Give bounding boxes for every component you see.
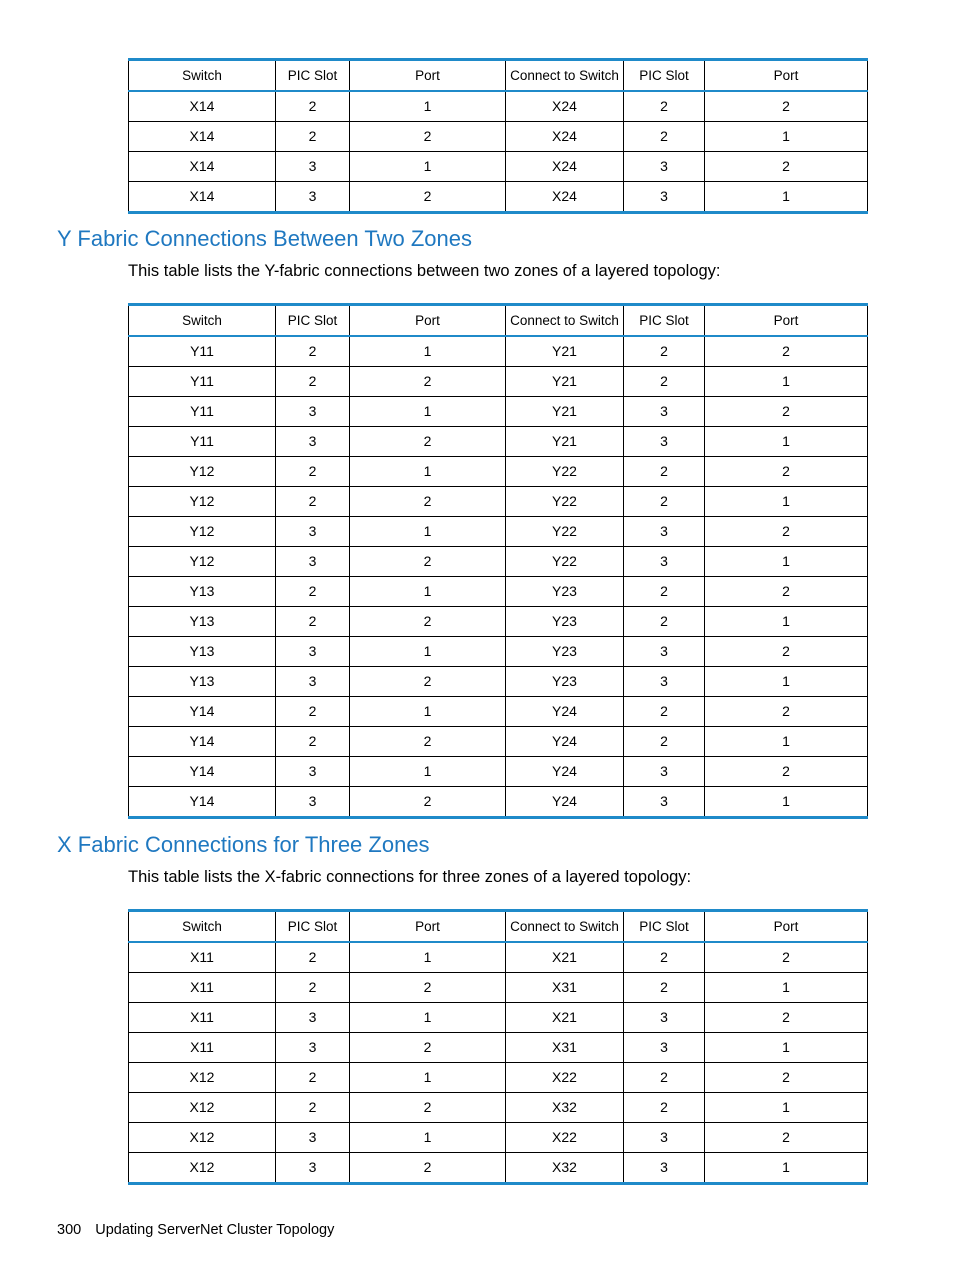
table-x-fabric-three-zones: [128, 909, 868, 1185]
table-cell: Y13: [129, 577, 276, 607]
table-cell: 1: [705, 1093, 868, 1123]
column-header: PIC Slot: [276, 305, 350, 337]
table-cell: X31: [506, 973, 624, 1003]
table-header-row: [129, 911, 868, 943]
table-cell: 2: [350, 122, 506, 152]
table-cell: 1: [350, 757, 506, 787]
table-cell: Y21: [506, 397, 624, 427]
section-intro-y-fabric: This table lists the Y-fabric connections between two zones of a layered topology:: [128, 262, 721, 280]
table-cell: 2: [705, 757, 868, 787]
table-cell: X11: [129, 1033, 276, 1063]
table-cell: 3: [624, 1123, 705, 1153]
page-number: 300: [57, 1222, 82, 1238]
table-cell: Y22: [506, 487, 624, 517]
table-cell: 1: [705, 547, 868, 577]
table-cell: 2: [350, 727, 506, 757]
table-cell: X14: [129, 91, 276, 122]
table-cell: 1: [350, 637, 506, 667]
chapter-title: Updating ServerNet Cluster Topology: [95, 1222, 335, 1238]
table-row: [129, 487, 868, 517]
table-cell: 2: [276, 487, 350, 517]
table-cell: Y12: [129, 517, 276, 547]
table-cell: 1: [350, 336, 506, 367]
table-cell: 2: [624, 336, 705, 367]
table-cell: 2: [276, 942, 350, 973]
table-cell: Y23: [506, 577, 624, 607]
table-cell: Y13: [129, 637, 276, 667]
table-cell: 1: [705, 787, 868, 818]
table-body: [129, 336, 868, 818]
table-cell: X12: [129, 1123, 276, 1153]
table-cell: 1: [350, 517, 506, 547]
table-cell: 2: [350, 1093, 506, 1123]
table-cell: 2: [624, 91, 705, 122]
table-cell: 1: [705, 607, 868, 637]
table-cell: 2: [624, 1063, 705, 1093]
table-cell: 1: [705, 182, 868, 213]
table-cell: 2: [350, 367, 506, 397]
table-cell: Y11: [129, 427, 276, 457]
table-header-row: [129, 60, 868, 92]
table-cell: 2: [624, 487, 705, 517]
table-cell: X11: [129, 973, 276, 1003]
table-row: [129, 697, 868, 727]
table-cell: X14: [129, 152, 276, 182]
column-header: Connect to Switch: [506, 305, 624, 337]
table-cell: 2: [350, 973, 506, 1003]
table-row: [129, 152, 868, 182]
column-header: PIC Slot: [276, 911, 350, 943]
column-header: PIC Slot: [624, 305, 705, 337]
table-cell: 3: [624, 637, 705, 667]
table-cell: 2: [350, 667, 506, 697]
table-cell: Y12: [129, 547, 276, 577]
table-cell: Y24: [506, 757, 624, 787]
table-cell: 1: [705, 667, 868, 697]
table-cell: 2: [276, 727, 350, 757]
table-cell: 2: [350, 182, 506, 213]
table-cell: 2: [276, 577, 350, 607]
table-cell: Y14: [129, 727, 276, 757]
table-row: [129, 397, 868, 427]
table-cell: Y11: [129, 397, 276, 427]
table-cell: Y21: [506, 336, 624, 367]
table-row: [129, 367, 868, 397]
table-cell: Y12: [129, 487, 276, 517]
table-cell: X24: [506, 122, 624, 152]
table-cell: X22: [506, 1123, 624, 1153]
table-cell: 1: [705, 1153, 868, 1184]
table-cell: 1: [705, 1033, 868, 1063]
table-cell: 2: [624, 122, 705, 152]
table-row: [129, 973, 868, 1003]
section-heading-y-fabric: Y Fabric Connections Between Two Zones: [57, 226, 472, 251]
table-cell: 2: [705, 637, 868, 667]
table-cell: Y23: [506, 637, 624, 667]
column-header: Connect to Switch: [506, 911, 624, 943]
table-cell: 2: [350, 1033, 506, 1063]
table-row: [129, 336, 868, 367]
table-row: [129, 667, 868, 697]
table-cell: Y24: [506, 697, 624, 727]
table-header-row: [129, 305, 868, 337]
table-cell: 1: [350, 942, 506, 973]
table-cell: 2: [276, 607, 350, 637]
table-row: [129, 1033, 868, 1063]
column-header: PIC Slot: [624, 911, 705, 943]
table-row: [129, 1063, 868, 1093]
table-cell: 3: [276, 397, 350, 427]
table-cell: 2: [705, 942, 868, 973]
column-header: Port: [350, 60, 506, 92]
column-header: Switch: [129, 911, 276, 943]
table-cell: Y14: [129, 757, 276, 787]
table-cell: 3: [624, 1033, 705, 1063]
table-row: [129, 1153, 868, 1184]
table-cell: 3: [624, 397, 705, 427]
table-cell: 1: [350, 577, 506, 607]
table-row: [129, 637, 868, 667]
column-header: Switch: [129, 60, 276, 92]
table-y-fabric: [128, 303, 868, 819]
table-cell: Y12: [129, 457, 276, 487]
table-row: [129, 517, 868, 547]
table-cell: Y11: [129, 367, 276, 397]
page-footer: [57, 1222, 334, 1238]
table-cell: 1: [705, 727, 868, 757]
table-row: [129, 91, 868, 122]
table-cell: 1: [705, 487, 868, 517]
table-cell: X21: [506, 1003, 624, 1033]
table-body: [129, 942, 868, 1184]
table-cell: 2: [350, 547, 506, 577]
table-cell: 1: [350, 397, 506, 427]
table-row: [129, 547, 868, 577]
column-header: PIC Slot: [276, 60, 350, 92]
table-cell: Y23: [506, 667, 624, 697]
table-cell: X21: [506, 942, 624, 973]
table-cell: X11: [129, 942, 276, 973]
table-row: [129, 1123, 868, 1153]
table-row: [129, 607, 868, 637]
table-cell: X12: [129, 1093, 276, 1123]
table-cell: 2: [350, 607, 506, 637]
table-cell: 3: [276, 667, 350, 697]
column-header: Switch: [129, 305, 276, 337]
table-row: [129, 1093, 868, 1123]
table-cell: X14: [129, 182, 276, 213]
table-cell: 3: [276, 182, 350, 213]
table-cell: 3: [624, 182, 705, 213]
table-cell: 1: [350, 1063, 506, 1093]
column-header: Connect to Switch: [506, 60, 624, 92]
table-cell: 3: [624, 667, 705, 697]
table-cell: 2: [276, 457, 350, 487]
table-cell: Y21: [506, 367, 624, 397]
table-cell: 2: [276, 1093, 350, 1123]
table-cell: 2: [350, 427, 506, 457]
table-cell: 2: [276, 122, 350, 152]
table-cell: 1: [350, 1003, 506, 1033]
table-cell: Y14: [129, 697, 276, 727]
column-header: Port: [350, 911, 506, 943]
table-cell: 2: [276, 336, 350, 367]
table-row: [129, 577, 868, 607]
table-cell: 3: [624, 1003, 705, 1033]
table-cell: 2: [705, 517, 868, 547]
table-cell: X31: [506, 1033, 624, 1063]
table-cell: Y13: [129, 607, 276, 637]
table-cell: 1: [350, 1123, 506, 1153]
table-row: [129, 757, 868, 787]
table-cell: X32: [506, 1153, 624, 1184]
table-cell: 2: [350, 487, 506, 517]
table-cell: 1: [705, 122, 868, 152]
table-cell: 2: [276, 973, 350, 1003]
table-cell: 3: [276, 152, 350, 182]
section-heading-x-fabric: X Fabric Connections for Three Zones: [57, 832, 430, 857]
table-cell: 1: [705, 367, 868, 397]
column-header: PIC Slot: [624, 60, 705, 92]
table-cell: 3: [276, 1153, 350, 1184]
table-cell: 2: [705, 152, 868, 182]
table-body: [129, 91, 868, 213]
table-cell: X12: [129, 1063, 276, 1093]
table-cell: Y22: [506, 517, 624, 547]
table-cell: 2: [705, 91, 868, 122]
table-x-fabric-continued: [128, 58, 868, 214]
table-cell: 2: [276, 1063, 350, 1093]
table-cell: X24: [506, 152, 624, 182]
table-cell: X24: [506, 91, 624, 122]
table-cell: 3: [276, 757, 350, 787]
table-cell: 2: [705, 457, 868, 487]
table-cell: 2: [276, 697, 350, 727]
table-cell: 3: [624, 757, 705, 787]
table-cell: 2: [705, 697, 868, 727]
table-cell: 3: [276, 547, 350, 577]
table-cell: 1: [350, 91, 506, 122]
table-cell: Y24: [506, 787, 624, 818]
table-cell: 2: [705, 336, 868, 367]
table-cell: X32: [506, 1093, 624, 1123]
table-cell: 2: [276, 91, 350, 122]
table-cell: Y22: [506, 547, 624, 577]
table-cell: Y11: [129, 336, 276, 367]
table-cell: 3: [624, 1153, 705, 1184]
table-cell: 3: [624, 787, 705, 818]
table-cell: 3: [276, 1123, 350, 1153]
table-cell: 3: [624, 517, 705, 547]
table-cell: 1: [350, 457, 506, 487]
table-cell: X12: [129, 1153, 276, 1184]
table-row: [129, 1003, 868, 1033]
table-cell: 2: [705, 1003, 868, 1033]
table-cell: Y13: [129, 667, 276, 697]
table-cell: 3: [276, 1003, 350, 1033]
table-cell: 2: [350, 787, 506, 818]
table-cell: Y14: [129, 787, 276, 818]
table-cell: X22: [506, 1063, 624, 1093]
table-row: [129, 427, 868, 457]
table-cell: 3: [276, 787, 350, 818]
table-cell: 2: [705, 1063, 868, 1093]
table-row: [129, 942, 868, 973]
table-cell: 3: [276, 1033, 350, 1063]
table-cell: Y24: [506, 727, 624, 757]
table-cell: 3: [624, 152, 705, 182]
table-cell: 2: [705, 577, 868, 607]
table-cell: 2: [624, 457, 705, 487]
table-cell: 2: [624, 727, 705, 757]
table-cell: X11: [129, 1003, 276, 1033]
table-row: [129, 182, 868, 213]
table-cell: 1: [350, 152, 506, 182]
table-cell: 2: [624, 697, 705, 727]
column-header: Port: [705, 305, 868, 337]
table-cell: 3: [276, 637, 350, 667]
table-cell: 2: [624, 577, 705, 607]
table-cell: 3: [624, 427, 705, 457]
table-cell: 2: [624, 942, 705, 973]
table-cell: 2: [624, 1093, 705, 1123]
table-cell: Y21: [506, 427, 624, 457]
table-cell: 3: [276, 427, 350, 457]
section-intro-x-fabric: This table lists the X-fabric connections for three zones of a layered topology:: [128, 868, 692, 886]
column-header: Port: [350, 305, 506, 337]
table-cell: X24: [506, 182, 624, 213]
table-cell: 2: [276, 367, 350, 397]
table-cell: 2: [624, 973, 705, 1003]
table-cell: Y22: [506, 457, 624, 487]
table-cell: 3: [276, 517, 350, 547]
table-cell: 2: [705, 397, 868, 427]
column-header: Port: [705, 60, 868, 92]
table-cell: 1: [350, 697, 506, 727]
table-row: [129, 727, 868, 757]
table-cell: Y23: [506, 607, 624, 637]
table-row: [129, 787, 868, 818]
table-row: [129, 457, 868, 487]
table-cell: X14: [129, 122, 276, 152]
table-cell: 2: [624, 367, 705, 397]
table-row: [129, 122, 868, 152]
table-cell: 2: [705, 1123, 868, 1153]
table-cell: 1: [705, 427, 868, 457]
table-cell: 2: [624, 607, 705, 637]
column-header: Port: [705, 911, 868, 943]
table-cell: 2: [350, 1153, 506, 1184]
table-cell: 3: [624, 547, 705, 577]
table-cell: 1: [705, 973, 868, 1003]
